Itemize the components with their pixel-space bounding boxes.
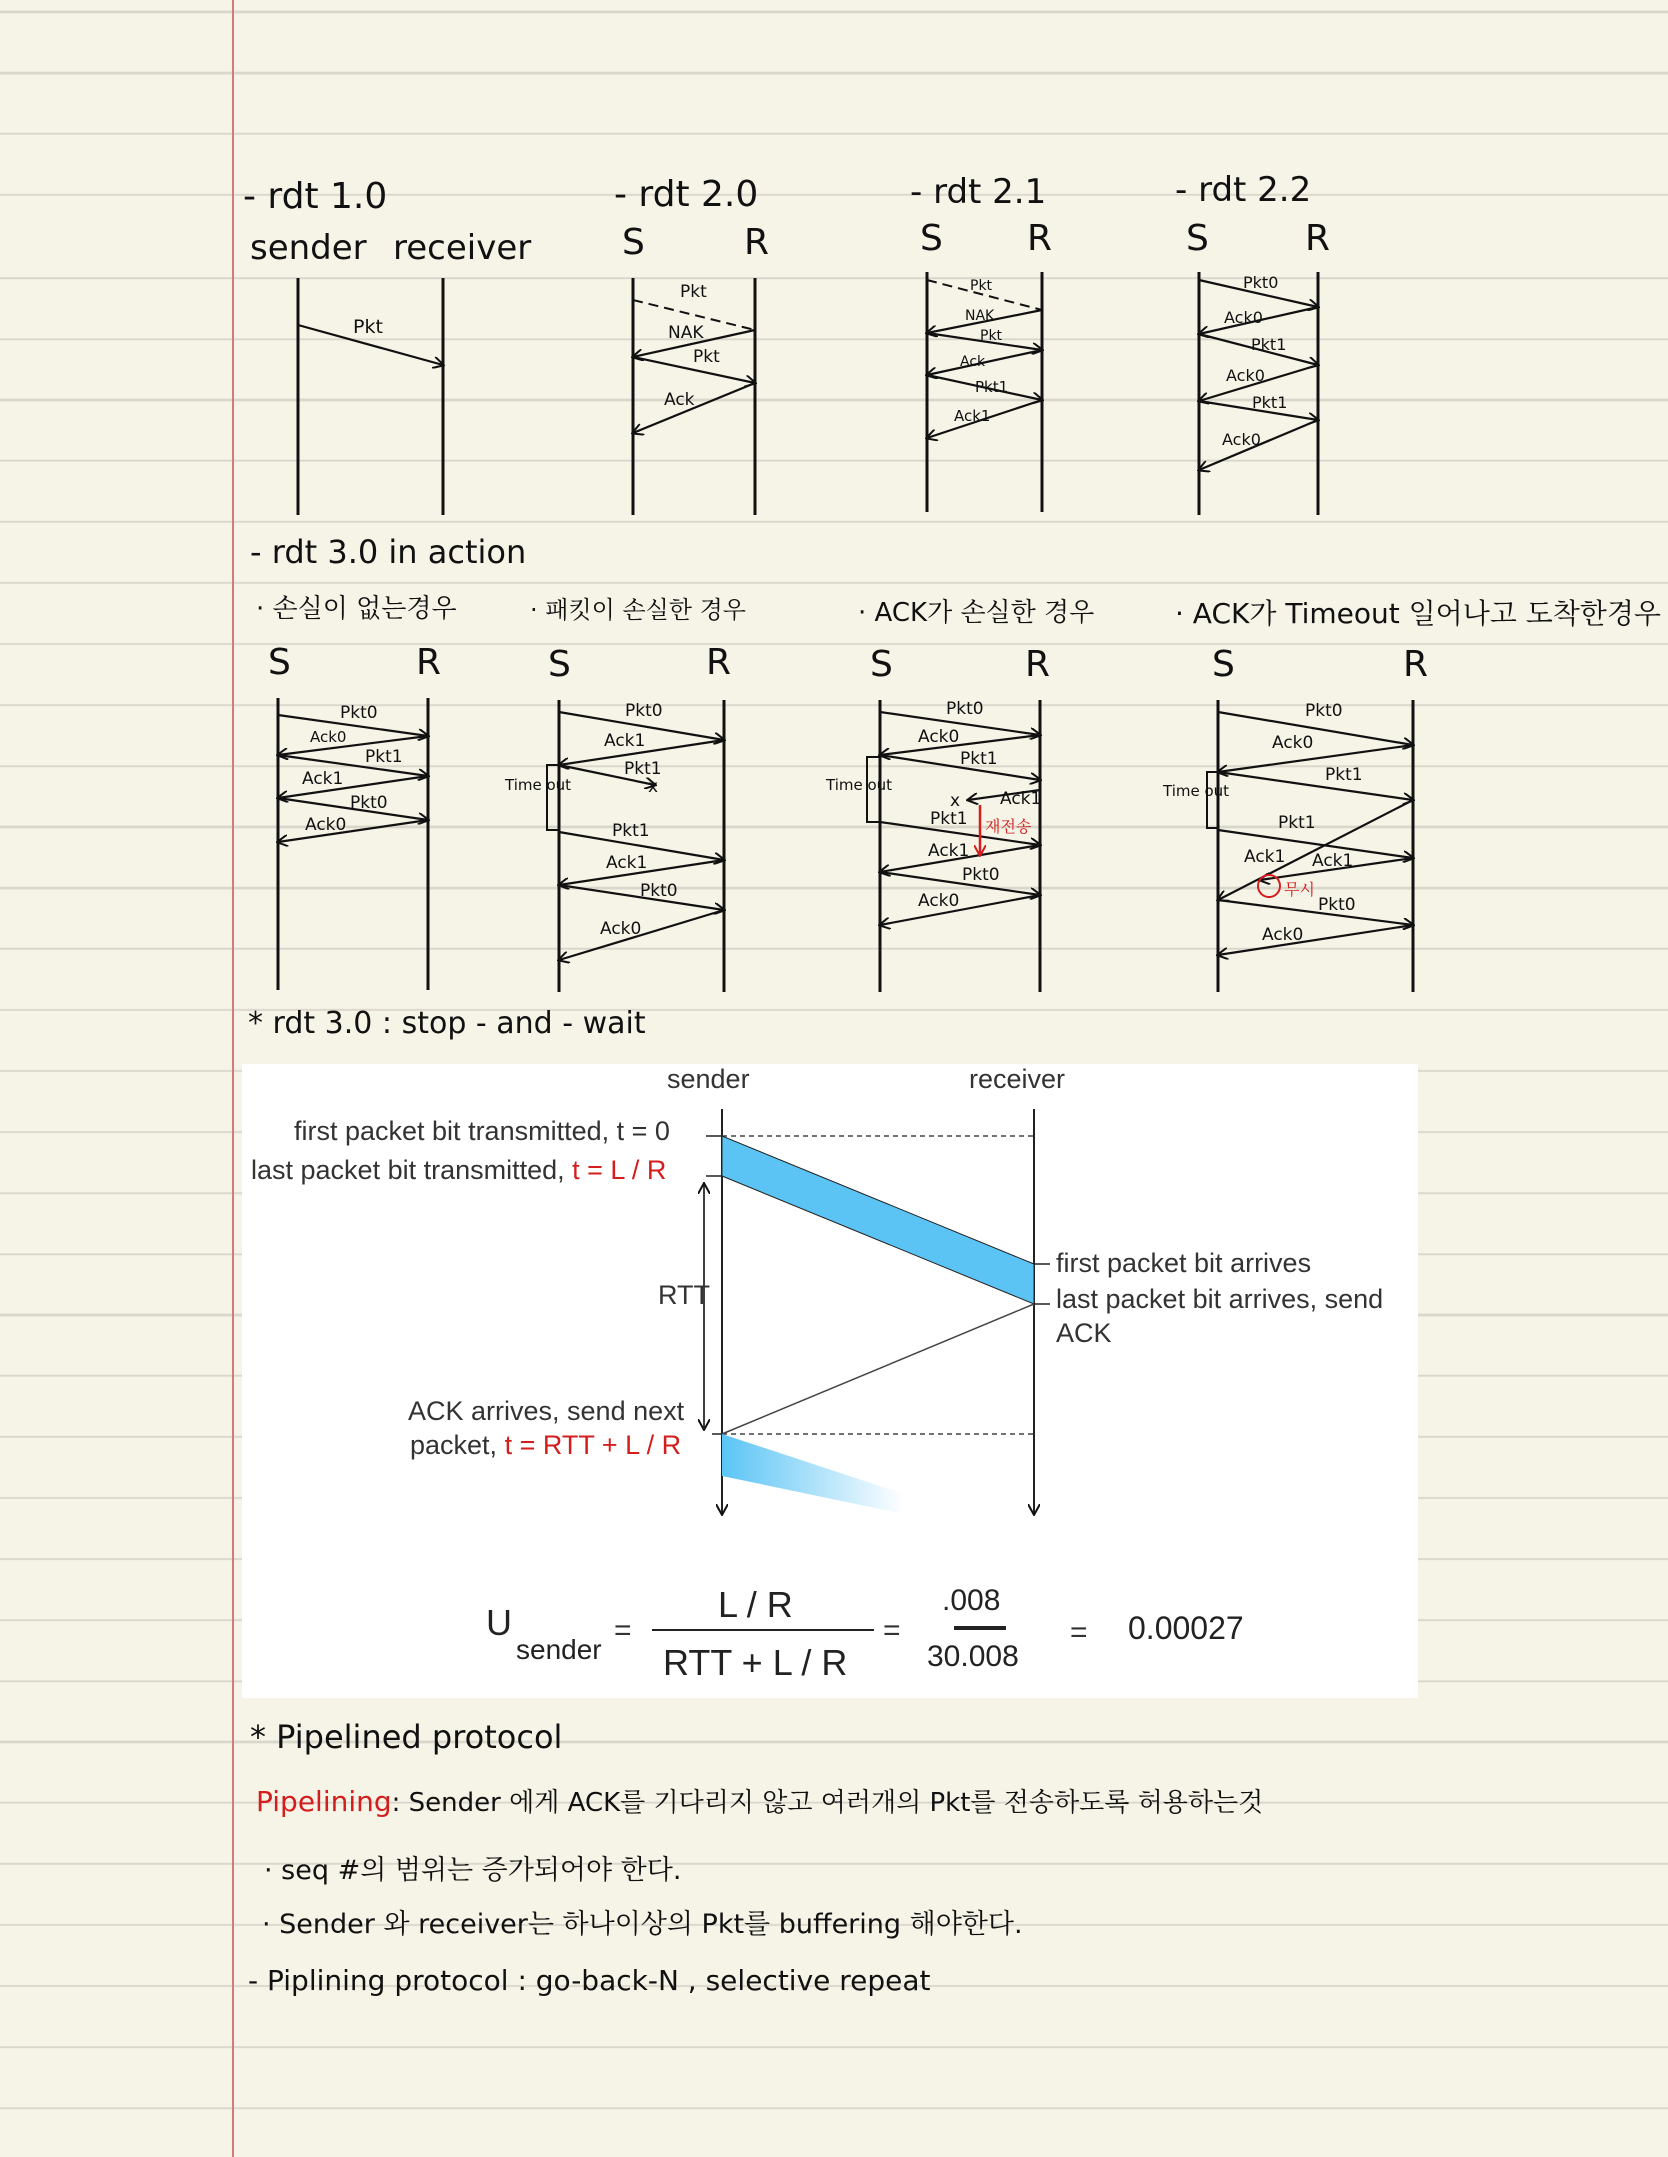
s2-s-head: S bbox=[548, 644, 571, 685]
rdt22-label-1: Ack0 bbox=[1224, 308, 1263, 327]
rdt22-label-5: Ack0 bbox=[1222, 430, 1261, 449]
s3-msg-6 bbox=[880, 872, 1040, 895]
s1-s-head: S bbox=[268, 642, 291, 683]
s4-msg-7 bbox=[1218, 925, 1413, 955]
s4-msg-2 bbox=[1218, 772, 1413, 800]
pipelining-term: Pipelining bbox=[256, 1785, 392, 1818]
s1-msg-1 bbox=[278, 736, 428, 755]
s3-r-head: R bbox=[1025, 644, 1051, 685]
u-symbol: U bbox=[486, 1602, 512, 1643]
scenario3-diagram bbox=[825, 699, 1041, 992]
s1-label-5: Ack0 bbox=[305, 815, 347, 835]
rdt22-r-head: R bbox=[1305, 218, 1331, 259]
s2-msg-6 bbox=[559, 910, 724, 960]
s4-timeout-bracket bbox=[1207, 772, 1218, 828]
last-tx-label bbox=[251, 1155, 666, 1186]
s4-label-3: Pkt1 bbox=[1278, 813, 1316, 833]
bullet-seq: · seq #의 범위는 증가되어야 한다. bbox=[264, 1855, 682, 1886]
rdt21-diagram bbox=[927, 272, 1042, 512]
sender-label: sender bbox=[667, 1064, 750, 1094]
rdt20-label-3: Ack bbox=[664, 390, 695, 410]
s1-label-1: Ack0 bbox=[310, 728, 347, 746]
rdt21-label-5: Ack1 bbox=[954, 407, 991, 425]
s3-note: 재전송 bbox=[985, 817, 1032, 836]
s4-timeout-label: Time out bbox=[1163, 782, 1230, 800]
scenario2-title: · 패킷이 손실한 경우 bbox=[530, 596, 746, 624]
scenario4-diagram bbox=[1162, 700, 1413, 992]
rdt22-title: - rdt 2.2 bbox=[1175, 170, 1312, 210]
s4-msg-6 bbox=[1218, 900, 1413, 925]
rdt21-title: - rdt 2.1 bbox=[910, 172, 1047, 212]
rdt22-label-0: Pkt0 bbox=[1243, 273, 1279, 292]
s3-label-3: x bbox=[950, 791, 961, 811]
s1-msg-5 bbox=[278, 820, 428, 842]
s3-timeout-label: Time out bbox=[826, 776, 893, 794]
rdt21-label-4: Pkt1 bbox=[975, 378, 1009, 396]
rdt22-diagram bbox=[1199, 272, 1318, 515]
last-arrives-label: last packet bit arrives, send bbox=[1056, 1284, 1384, 1314]
s1-label-3: Ack1 bbox=[302, 769, 344, 789]
next-packet-text: packet, bbox=[410, 1430, 505, 1460]
next-packet-label bbox=[410, 1430, 681, 1461]
rdt21-label-1: NAK bbox=[965, 308, 995, 324]
bullet-buffering: · Sender 와 receiver는 하나이상의 Pkt를 buffering 해야한다. bbox=[262, 1909, 1023, 1940]
den-value: 30.008 bbox=[927, 1640, 1019, 1673]
s2-label-1: Ack1 bbox=[604, 731, 646, 751]
s2-label-7: Ack0 bbox=[600, 919, 642, 939]
s4-label-0: Pkt0 bbox=[1305, 701, 1343, 721]
s4-label-6: Pkt0 bbox=[1318, 895, 1356, 915]
rdt21-label-3: Ack bbox=[960, 354, 986, 370]
rdt10-label-0: Pkt bbox=[353, 316, 383, 338]
scenario3-title: · ACK가 손실한 경우 bbox=[858, 598, 1095, 628]
eq-1: = bbox=[614, 1614, 632, 1647]
ack-arrives-label: ACK arrives, send next bbox=[408, 1396, 685, 1426]
s3-label-2: Pkt1 bbox=[960, 749, 998, 769]
rdt21-label-2: Pkt bbox=[980, 328, 1003, 344]
rdt20-label-2: Pkt bbox=[693, 347, 720, 367]
rtt-label: RTT bbox=[658, 1280, 710, 1310]
s1-r-head: R bbox=[416, 642, 442, 683]
pipelining-protocols: - Piplining protocol : go-back-N , selective repeat bbox=[248, 1964, 931, 1997]
s4-label-1: Ack0 bbox=[1272, 733, 1314, 753]
scenario4-title: · ACK가 Timeout 일어나고 도착한경우 bbox=[1175, 597, 1661, 630]
rdt22-label-4: Pkt1 bbox=[1252, 393, 1288, 412]
s3-label-0: Pkt0 bbox=[946, 699, 984, 719]
s3-s-head: S bbox=[870, 644, 893, 685]
denominator: RTT + L / R bbox=[663, 1642, 848, 1683]
s2-timeout-bracket bbox=[547, 765, 559, 830]
rdt20-label-0: Pkt bbox=[680, 282, 707, 302]
receiver-label: receiver bbox=[969, 1064, 1066, 1094]
rdt20-label-1: NAK bbox=[668, 323, 704, 343]
last-tx-text: last packet bit transmitted, bbox=[251, 1155, 573, 1185]
s1-label-2: Pkt1 bbox=[365, 747, 403, 767]
last-arrives-ack: ACK bbox=[1056, 1318, 1112, 1348]
s2-label-6: Pkt0 bbox=[640, 881, 678, 901]
s3-label-6: Ack1 bbox=[928, 841, 970, 861]
numerator: L / R bbox=[718, 1584, 793, 1625]
rdt10-diagram bbox=[298, 278, 443, 515]
s2-label-3: x bbox=[648, 777, 659, 797]
rdt21-r-head: R bbox=[1027, 218, 1053, 259]
stop-wait-figure bbox=[242, 1064, 1418, 1698]
eq-2: = bbox=[883, 1614, 901, 1647]
first-tx-label: first packet bit transmitted, t = 0 bbox=[294, 1116, 670, 1146]
s2-label-2: Pkt1 bbox=[624, 759, 662, 779]
s2-label-5: Ack1 bbox=[606, 853, 648, 873]
s2-r-head: R bbox=[706, 642, 732, 683]
s4-s-head: S bbox=[1212, 644, 1235, 685]
rdt21-label-0: Pkt bbox=[970, 278, 993, 294]
scenario2-diagram bbox=[504, 700, 724, 992]
rdt10-title: - rdt 1.0 bbox=[243, 176, 388, 217]
rdt10-sender-head: sender bbox=[250, 228, 367, 268]
s1-label-0: Pkt0 bbox=[340, 703, 378, 723]
rdt22-label-3: Ack0 bbox=[1226, 366, 1265, 385]
scenario1-diagram bbox=[278, 698, 428, 990]
s2-label-0: Pkt0 bbox=[625, 701, 663, 721]
result-value: 0.00027 bbox=[1128, 1610, 1244, 1646]
rdt22-s-head: S bbox=[1186, 218, 1209, 259]
s3-msg-7 bbox=[880, 895, 1040, 925]
last-tx-time: t = L / R bbox=[572, 1155, 667, 1185]
s1-msg-2 bbox=[278, 755, 428, 776]
rdt20-s-head: S bbox=[622, 222, 645, 263]
u-subscript: sender bbox=[516, 1634, 602, 1665]
scenario1-title: · 손실이 없는경우 bbox=[256, 594, 457, 624]
s4-note: 무시 bbox=[1284, 880, 1315, 899]
s2-label-4: Pkt1 bbox=[612, 821, 650, 841]
s3-label-4: Ack1 bbox=[1000, 789, 1042, 809]
rdt10-receiver-head: receiver bbox=[393, 228, 532, 268]
fraction-bar-1 bbox=[652, 1629, 874, 1631]
rdt20-diagram bbox=[633, 278, 755, 515]
s4-label-2: Pkt1 bbox=[1325, 765, 1363, 785]
next-packet-time: t = RTT + L / R bbox=[504, 1430, 682, 1460]
rdt30-action-title: - rdt 3.0 in action bbox=[250, 533, 527, 571]
first-arrives-label: first packet bit arrives bbox=[1056, 1248, 1312, 1278]
pipelined-title: * Pipelined protocol bbox=[250, 1718, 563, 1756]
num-value: .008 bbox=[942, 1584, 1001, 1617]
s4-label-5: Ack1 bbox=[1312, 851, 1354, 871]
s1-label-4: Pkt0 bbox=[350, 793, 388, 813]
s3-label-7: Pkt0 bbox=[962, 865, 1000, 885]
rdt21-s-head: S bbox=[920, 218, 943, 259]
s3-label-5: Pkt1 bbox=[930, 809, 968, 829]
s2-timeout-label: Time out bbox=[505, 776, 572, 794]
s4-label-4: Ack1 bbox=[1244, 847, 1286, 867]
stop-wait-title: * rdt 3.0 : stop - and - wait bbox=[248, 1006, 646, 1041]
s4-msg-1 bbox=[1218, 745, 1413, 772]
eq-3: = bbox=[1070, 1616, 1088, 1649]
rdt20-title: - rdt 2.0 bbox=[614, 174, 759, 215]
pipelining-definition bbox=[256, 1782, 1263, 1819]
s3-label-8: Ack0 bbox=[918, 891, 960, 911]
rdt22-label-2: Pkt1 bbox=[1251, 335, 1287, 354]
s3-label-1: Ack0 bbox=[918, 727, 960, 747]
pipelining-text: : Sender 에게 ACK를 기다리지 않고 여러개의 Pkt를 전송하도록 허용하는것 bbox=[391, 1788, 1264, 1818]
s4-label-7: Ack0 bbox=[1262, 925, 1304, 945]
fraction-bar-2 bbox=[954, 1626, 1006, 1630]
s4-r-head: R bbox=[1403, 644, 1429, 685]
rdt20-r-head: R bbox=[744, 222, 770, 263]
